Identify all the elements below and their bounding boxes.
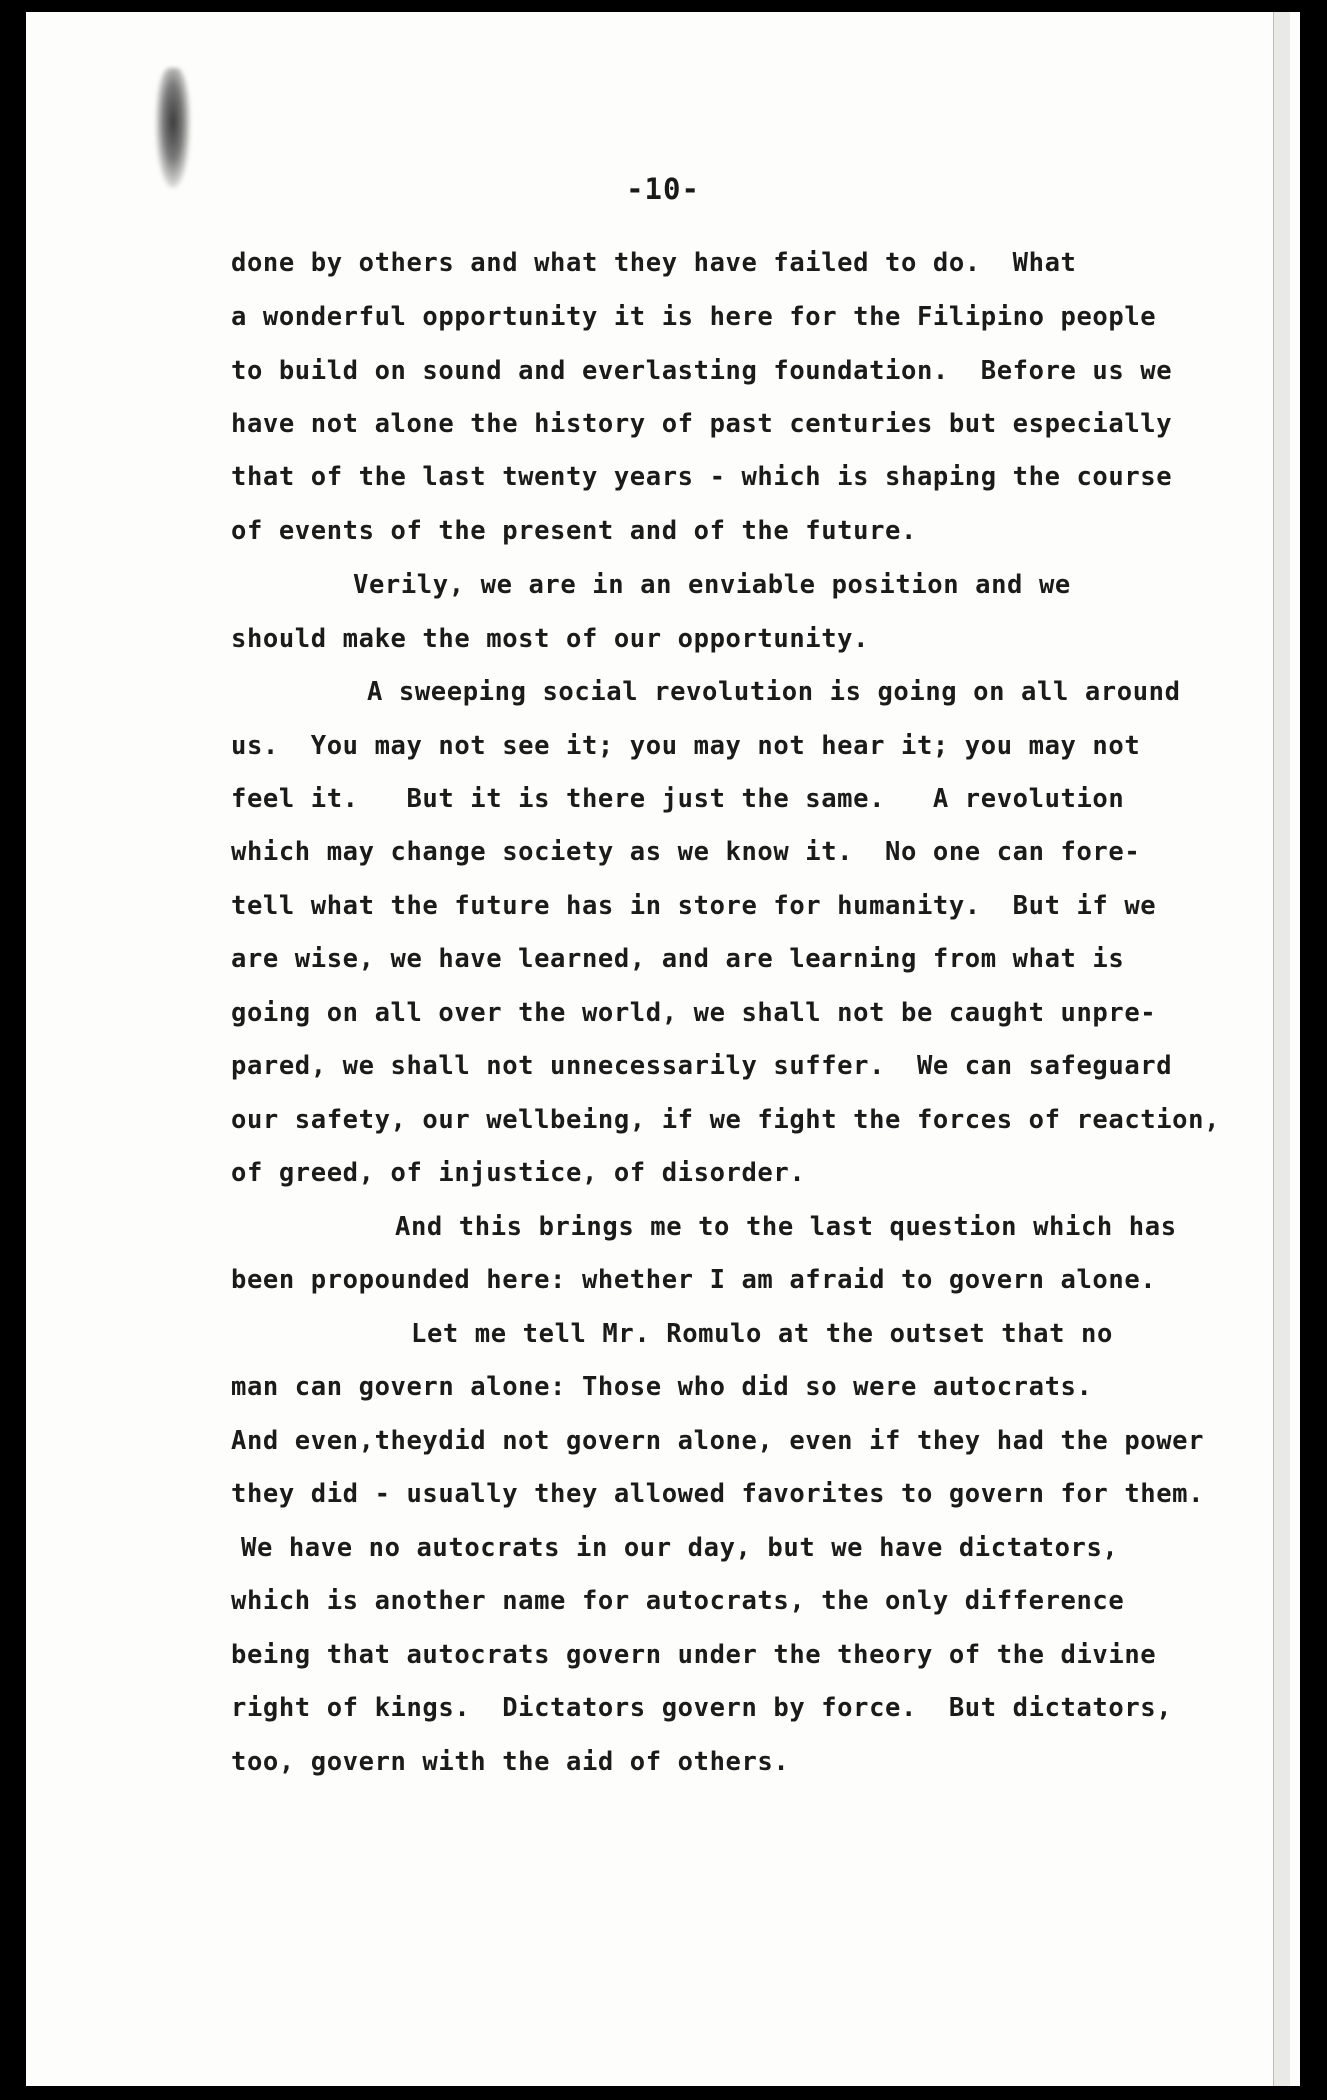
text-line: being that autocrats govern under the theory of the divine	[231, 1640, 1157, 1670]
text-line: been propounded here: whether I am afraid to govern alone.	[231, 1265, 1157, 1295]
text-line: A sweeping social revolution is going on all around	[367, 677, 1181, 707]
text-line: too, govern with the aid of others.	[231, 1747, 790, 1777]
text-line: of greed, of injustice, of disorder.	[231, 1158, 806, 1188]
text-line: man can govern alone: Those who did so were autocrats.	[231, 1372, 1093, 1402]
text-line: our safety, our wellbeing, if we fight the forces of reaction,	[231, 1105, 1221, 1135]
ink-smudge	[156, 68, 190, 188]
text-line: to build on sound and everlasting foundation. Before us we	[231, 356, 1173, 386]
text-line: they did - usually they allowed favorites to govern for them.	[231, 1479, 1205, 1509]
text-line: feel it. But it is there just the same. A revolution	[231, 784, 1125, 814]
text-line: done by others and what they have failed to do. What	[231, 248, 1077, 278]
text-line: right of kings. Dictators govern by force. But dictators,	[231, 1693, 1173, 1723]
text-line: which may change society as we know it. No one can fore-	[231, 837, 1141, 867]
text-line: We have no autocrats in our day, but we have dictators,	[241, 1533, 1119, 1563]
text-line: should make the most of our opportunity.	[231, 624, 870, 654]
text-line: a wonderful opportunity it is here for the Filipino people	[231, 302, 1157, 332]
text-line: are wise, we have learned, and are learning from what is	[231, 944, 1125, 974]
text-line: And even,theydid not govern alone, even if they had the power	[231, 1426, 1205, 1456]
page-number: -10-	[626, 172, 700, 206]
text-line: us. You may not see it; you may not hear it; you may not	[231, 731, 1141, 761]
text-line: going on all over the world, we shall not be caught unpre-	[231, 998, 1157, 1028]
text-line: have not alone the history of past centuries but especially	[231, 409, 1173, 439]
text-line: And this brings me to the last question which has	[395, 1212, 1177, 1242]
text-line: Let me tell Mr. Romulo at the outset that no	[411, 1319, 1113, 1349]
page-edge	[1273, 12, 1290, 2086]
document-page	[26, 12, 1300, 2086]
text-line: that of the last twenty years - which is shaping the course	[231, 462, 1173, 492]
text-line: pared, we shall not unnecessarily suffer. We can safeguard	[231, 1051, 1173, 1081]
text-line: tell what the future has in store for humanity. But if we	[231, 891, 1157, 921]
text-line: which is another name for autocrats, the only difference	[231, 1586, 1125, 1616]
text-line: of events of the present and of the future.	[231, 516, 917, 546]
text-line: Verily, we are in an enviable position and we	[353, 570, 1071, 600]
